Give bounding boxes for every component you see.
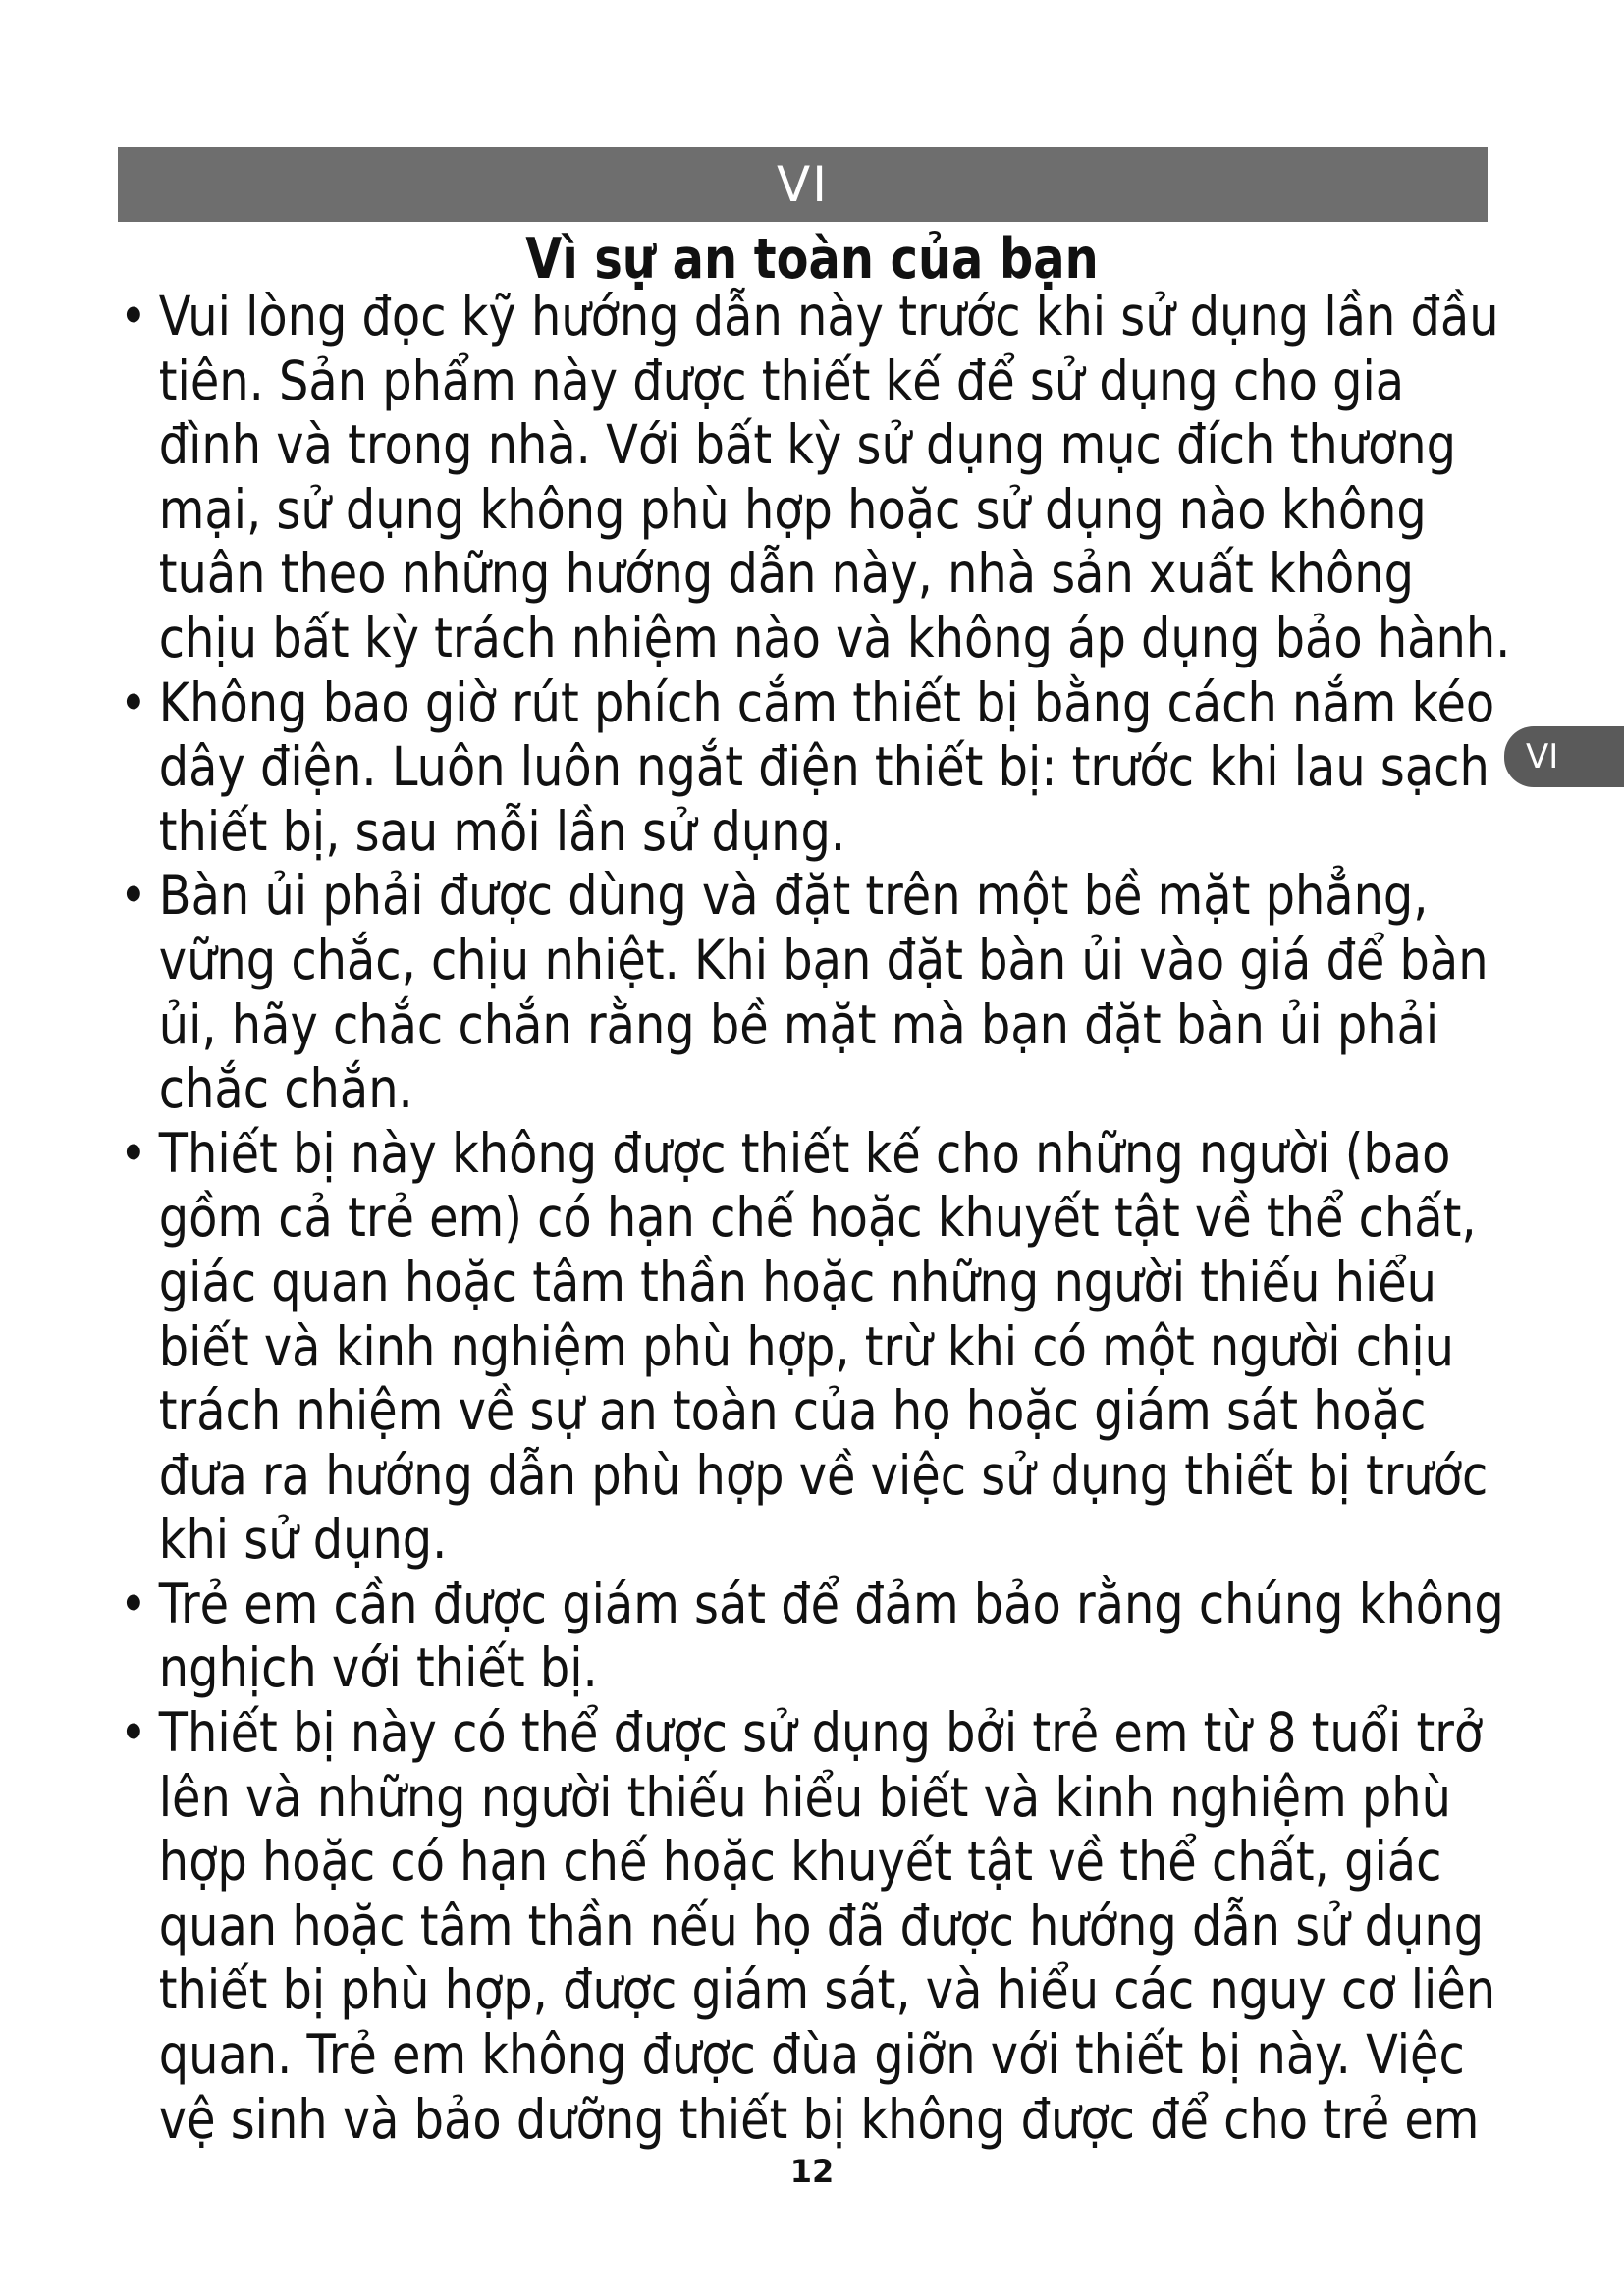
language-side-tab: VI bbox=[1504, 726, 1624, 787]
list-item bbox=[118, 671, 1519, 865]
bullet-marker: • bbox=[119, 1121, 147, 1185]
list-item bbox=[118, 1573, 1519, 1701]
bullet-text: Trẻ em cần được giám sát để đảm bảo rằng chúng không nghịch với thiết bị. bbox=[158, 1572, 1504, 1700]
page-number: 12 bbox=[789, 2153, 835, 2190]
page-title: Vì sự an toàn của bạn bbox=[525, 227, 1099, 292]
bullet-text: Thiết bị này có thể được sử dụng bởi trẻ em từ 8 tuổi trở lên và những người thiếu hiểu biết và kinh nghiệm phù hợp hoặc có hạn chế hoặc khuyết tật về thể chất, giác quan hoặc tâm thần nếu họ đã được hướng dẫn sử dụng thiết bị phù hợp, được giám sát, và hiểu các nguy cơ liên quan. Trẻ em không được đùa giỡn với thiết bị này. Việc vệ sinh và bảo dưỡng thiết bị không được để cho trẻ em bbox=[158, 1701, 1496, 2151]
bullet-text: Vui lòng đọc kỹ hướng dẫn này trước khi sử dụng lần đầu tiên. Sản phẩm này được thiết kế để sử dụng cho gia đình và trong nhà. Với bất kỳ sử dụng mục đích thương mại, sử dụng không phù hợp hoặc sử dụng nào không tuân theo những hướng dẫn này, nhà sản xuất không chịu bất kỳ trách nhiệm nào và không áp dụng bảo hành. bbox=[158, 285, 1511, 669]
list-item bbox=[118, 285, 1519, 671]
safety-instructions bbox=[118, 285, 1519, 2152]
bullet-marker: • bbox=[119, 670, 147, 734]
bullet-text: Thiết bị này không được thiết kế cho những người (bao gồm cả trẻ em) có hạn chế hoặc khuyết tật về thể chất, giác quan hoặc tâm thần hoặc những người thiếu hiểu biết và kinh nghiệm phù hợp, trừ khi có một người chịu trách nhiệm về sự an toàn của họ hoặc giám sát hoặc đưa ra hướng dẫn phù hợp về việc sử dụng thiết bị trước khi sử dụng. bbox=[158, 1121, 1489, 1572]
bullet-text: Không bao giờ rút phích cắm thiết bị bằng cách nắm kéo dây điện. Luôn luôn ngắt điện thiết bị: trước khi lau sạch thiết bị, sau mỗi lần sử dụng. bbox=[158, 670, 1495, 863]
list-item bbox=[118, 864, 1519, 1121]
bullet-marker: • bbox=[119, 285, 147, 347]
list-item bbox=[118, 1701, 1519, 2152]
bullet-text: Bàn ủi phải được dùng và đặt trên một bề mặt phẳng, vững chắc, chịu nhiệt. Khi bạn đặt bàn ủi vào giá để bàn ủi, hãy chắc chắn rằng bề mặt mà bạn đặt bàn ủi phải chắc chắn. bbox=[158, 864, 1489, 1121]
bullet-list bbox=[118, 285, 1519, 2152]
bullet-marker: • bbox=[119, 1572, 147, 1635]
bullet-marker: • bbox=[119, 1701, 147, 1765]
list-item bbox=[118, 1122, 1519, 1573]
language-header-bar: VI bbox=[118, 147, 1488, 222]
bullet-marker: • bbox=[119, 864, 147, 928]
